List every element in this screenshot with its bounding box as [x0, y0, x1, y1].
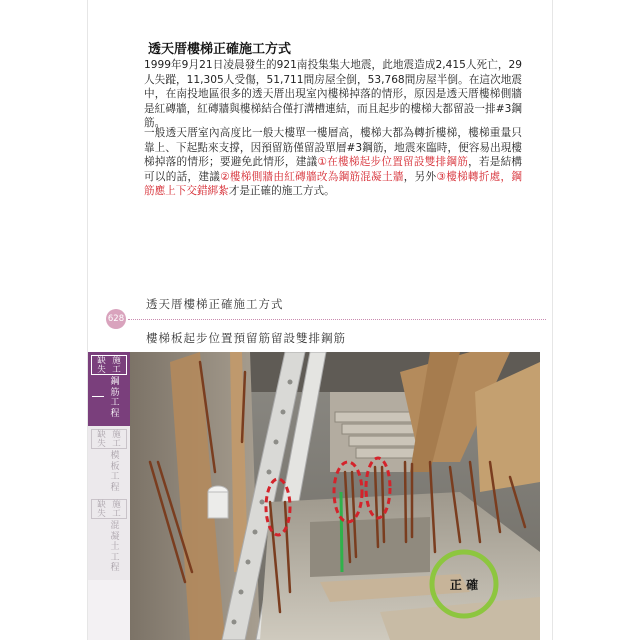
recommendation-3: ③樓梯轉折處，鋼筋應上下交錯綁紮 — [144, 170, 523, 198]
construction-photo — [130, 352, 540, 640]
side-tab-concrete[interactable] — [88, 496, 130, 580]
stair-rebar-photo — [130, 352, 540, 640]
paragraph-recommendation — [144, 126, 522, 199]
tab-arrow-icon — [92, 396, 104, 397]
para-text: ，另外 — [403, 170, 437, 183]
para-text: 一般透天厝室內高度比一般大樓單一樓層高，樓梯大都為轉折樓梯，樓梯重量只靠上、下起點來支撐，因預留筋僅留設單層#3鋼筋，地震來臨時，便容易出現樓梯掉落的情形；要避免此情形，建議 — [144, 127, 522, 169]
correct-stamp-text: 正 確 — [449, 578, 479, 592]
recommendation-2: ②樓梯側牆由紅磚牆改為鋼筋混凝土牆 — [220, 170, 404, 183]
side-tab-blank — [88, 580, 130, 640]
article-title: 透天厝樓梯正確施工方式 — [148, 42, 292, 57]
para-text: ，若是結構可以的話，建議 — [144, 156, 523, 183]
tab-badge: 缺 施 失 工 — [91, 499, 127, 519]
side-tab-rebar[interactable] — [88, 352, 130, 426]
side-tab-formwork[interactable] — [88, 426, 130, 496]
tab-label: 模板工程 — [110, 451, 120, 493]
section-label: 透天厝樓梯正確施工方式 — [146, 297, 284, 311]
tab-badge: 缺 施 失 工 — [91, 355, 127, 375]
tab-badge: 缺 施 失 工 — [91, 429, 127, 449]
recommendation-1: ①在樓梯起步位置留設雙排鋼筋 — [317, 156, 469, 169]
paragraph-history: 1999年9月21日凌晨發生的921南投集集大地震，此地震造成2,415人死亡，29人失蹤，11,305人受傷，51,711間房屋全倒，53,768間房屋半倒。在這次地震中，在南投地區很多的透天厝出現室內樓梯掉落的情形，原因是透天厝樓梯側牆是紅磚牆，紅磚牆與樓梯結合僅打溝槽連結，而且起步的樓梯大都留設一排#3鋼筋。 — [144, 59, 522, 130]
page-number: 628 — [106, 309, 126, 329]
photo-caption: 樓梯板起步位置預留筋留設雙排鋼筋 — [146, 331, 346, 345]
divider — [128, 319, 546, 320]
tab-label: 混凝土工程 — [110, 521, 120, 573]
tab-label: 鋼筋工程 — [110, 377, 120, 419]
para-text: 才是正確的施工方式。 — [228, 185, 335, 198]
